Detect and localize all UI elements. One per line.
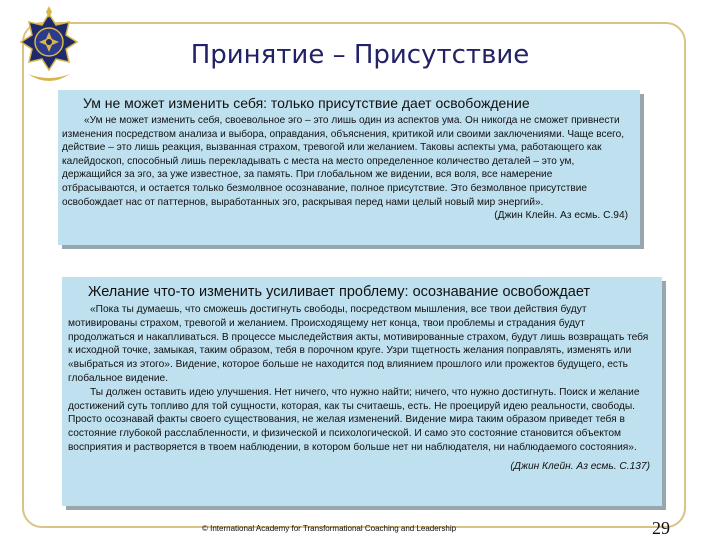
quote-box-desire (62, 277, 662, 506)
quote-paragraph: Ты должен оставить идею улучшения. Нет ничего, что нужно найти; ничего, что нужно достигнуть. Поиск и желание достижений суть топливо для той сущности, которая, как ты считаешь, есть. Не проецируй идею реальности, свободы. Просто осознавай факты своего существования, не желая изменений. Видение мира таким образом приведет тебя в состояние глубокой расслабленности, и физической и психологической. И само это состояние становится объектом восприятия и растворяется в твоем наблюдении, в котором больше нет ни наблюдателя, ни наблюдаемого состояния». (68, 386, 640, 453)
quote-paragraph: «Пока ты думаешь, что сможешь достигнуть свободы, посредством мышления, все твои действия будут мотивированы страхом, тревогой и желанием. Происходящему нет конца, твои проблемы и страдания будут продолжаться и накапливаться. В процессе мыследействия акты, мотивированные страхом, будут лишь возвращать тебя к исходной точке, замыкая, таким образом, тебя в порочном круге. Узри тщетность желания поправлять, изменять или «выбраться из этого». Видение, которое больше не находится под влиянием прошлого или прожектов будущего, есть глобальное видение. (68, 304, 649, 384)
page-number: 29 (652, 518, 670, 538)
quote-source: (Джин Клейн. Аз есмь. С.94) (494, 210, 628, 222)
copyright-footer: © International Academy for Transformational Coaching and Leadership (202, 524, 457, 533)
quote-source: (Джин Клейн. Аз есмь. С.137) (510, 460, 650, 472)
page-title: Принятие – Присутствие (190, 40, 530, 70)
quote-box-heading: Ум не может изменить себя: только присутствие дает освобождение (83, 95, 530, 111)
quote-box-mind (58, 90, 640, 245)
quote-box-text (62, 114, 630, 209)
quote-box-text (68, 303, 650, 455)
quote-paragraph: «Ум не может изменить себя, своевольное эго – это лишь один из аспектов ума. Он никогда не сможет привнести изменения посредством анализа и выбора, оправдания, объяснения, критикой или своими заключениями. Чаще всего, действие – это лишь реакция, вызванная страхом, тревогой или желанием. Таковы аспекты ума, работающего как калейдоскоп, способный лишь перекладывать с места на место определенное количество деталей – это ум, держащийся за эго, за уже известное, за память. При глобальном же видении, вся воля, все намерение отбрасываются, и остается только безмолвное осознавание, полное присутствие. Это безмолвное присутствие освобождает нас от паттернов, выработанных эго, раскрывая перед нами целый новый мир энергий». (62, 115, 625, 208)
quote-box-heading: Желание что-то изменить усиливает проблему: осознавание освобождает (88, 284, 591, 300)
